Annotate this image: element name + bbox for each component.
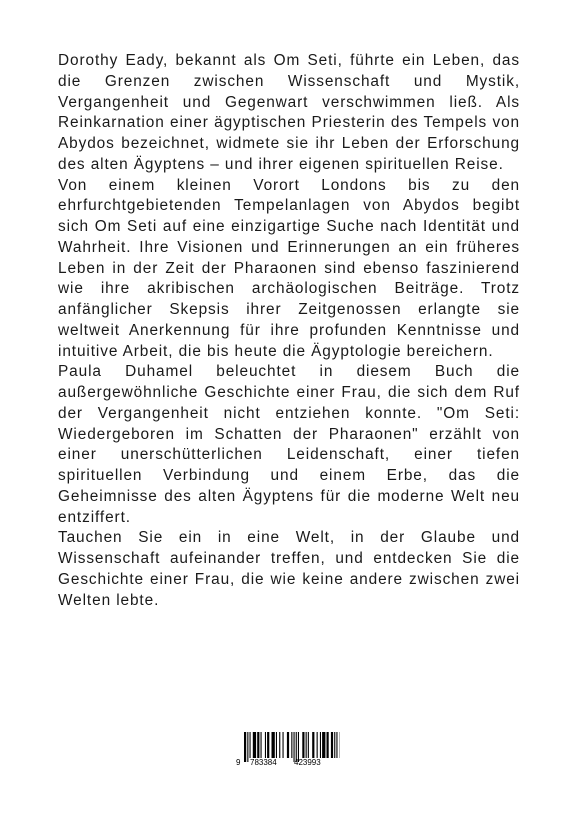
barcode-bar [322, 732, 325, 758]
barcode-bar [331, 732, 333, 758]
barcode-lead-digit: 9 [236, 758, 241, 767]
barcode-bar [265, 732, 266, 758]
barcode-bar [272, 732, 275, 758]
back-cover-blurb [58, 51, 520, 611]
barcode-right-digits: 423993 [294, 758, 321, 767]
barcode-bar [247, 732, 248, 762]
barcode-bar [283, 732, 284, 758]
barcode-bar [327, 732, 329, 758]
barcode-bar [334, 732, 335, 758]
blurb-paragraph-1: Dorothy Eady, bekannt als Om Seti, führte ein Leben, das die Grenzen zwischen Wissenschaft und Mystik, Vergangenheit und Gegenwart verschwimmen ließ. Als Reinkarnation einer ägyptischen Priesterin des Tempels von Abydos bezeichnet, widmete sie ihr Leben der Erforschung des alten Ägyptens – und ihrer eigenen spirituellen Reise. [58, 52, 520, 173]
barcode-graphic [236, 730, 340, 768]
barcode-bar [244, 732, 246, 762]
barcode-bar [257, 732, 259, 758]
barcode-bar [320, 732, 321, 758]
blurb-paragraph-2: Von einem kleinen Vorort Londons bis zu den ehrfurchtgebietenden Tempelanlagen von Abydos begibt sich Om Seti auf eine einzigartige Suche nach Identität und Wahrheit. Ihre Visionen und Erinnerungen an ein früheres Leben in der Zeit der Pharaonen sind ebenso faszinierend wie ihre akribischen archäologischen Beiträge. Trotz anfänglicher Skepsis ihrer Zeitgenossen erlangte sie weltweit Anerkennung für ihre profunden Kenntnisse und intuitive Arbeit, die bis heute die Ägyptologie bereichern. [58, 176, 520, 360]
blurb-paragraph-4: Tauchen Sie ein in eine Welt, in der Glaube und Wissenschaft aufeinander treffen, und entdecken Sie die Geschichte einer Frau, die wie keine andere zwischen zwei Welten lebte. [58, 529, 520, 609]
barcode-bar [312, 732, 314, 758]
barcode-bar [267, 732, 269, 758]
barcode-bar [302, 732, 304, 758]
barcode-bar [253, 732, 256, 758]
barcode-bar [306, 732, 307, 758]
barcode-bar [287, 732, 289, 758]
barcode-bar [317, 732, 318, 758]
barcode-bar [261, 732, 262, 758]
barcode-bar [276, 732, 277, 758]
barcode-bar [250, 732, 251, 758]
blurb-paragraph-3: Paula Duhamel beleuchtet in diesem Buch die außergewöhnliche Geschichte einer Frau, die sich dem Ruf der Vergangenheit nicht entziehen konnte. "Om Seti: Wiedergeboren im Schatten der Pharaonen" erzählt von einer unerschütterlichen Leidenschaft, einer tiefen spirituellen Verbindung und einem Erbe, das die Geheimnisse des alten Ägyptens für die moderne Welt neu entziffert. [58, 363, 520, 526]
barcode-left-digits: 783384 [250, 758, 277, 767]
isbn-barcode [236, 730, 340, 768]
barcode-bar [291, 732, 292, 758]
barcode-bar [336, 732, 337, 758]
barcode-bar [279, 732, 280, 758]
barcode-bar [308, 732, 309, 758]
